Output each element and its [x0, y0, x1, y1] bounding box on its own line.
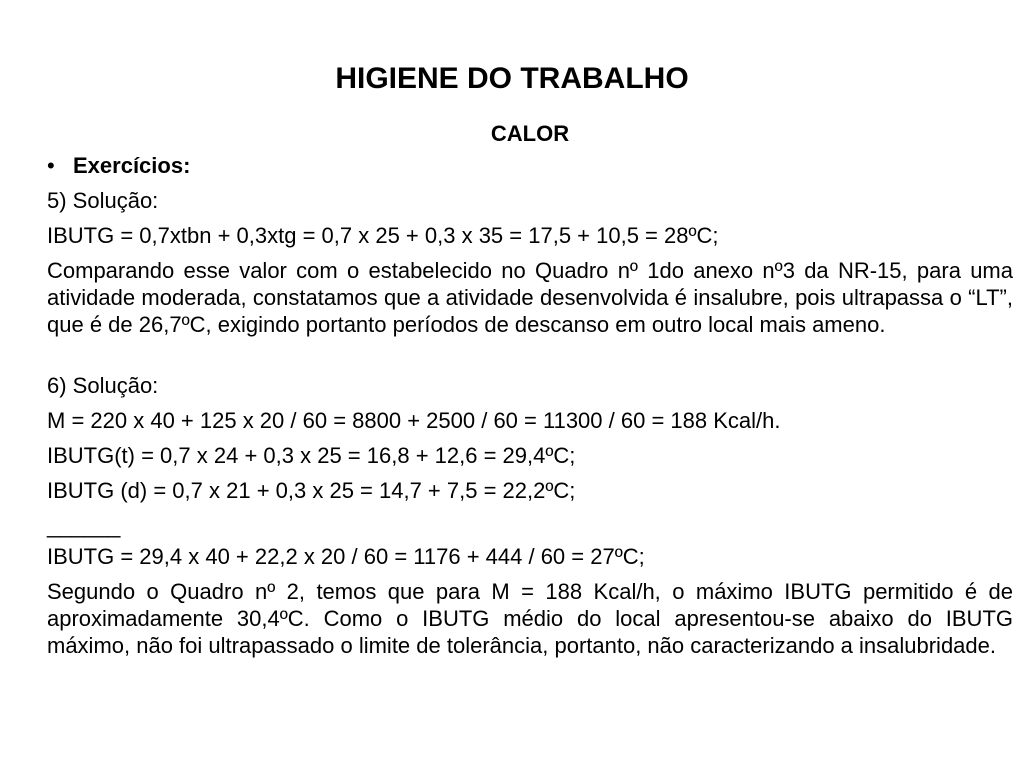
exercise-6-ibutg-mean: IBUTG = 29,4 x 40 + 22,2 x 20 / 60 = 1176 + 444 / 60 = 27ºC; [47, 544, 645, 569]
slide-content [47, 152, 1013, 667]
exercise-5-paragraph: Comparando esse valor com o estabelecido no Quadro nº 1do anexo nº3 da NR-15, para uma atividade moderada, constatamos que a atividade desenvolvida é insalubre, pois ultrapassa o “LT”, que é de 26,7ºC, exigindo portanto períodos de descanso em outro local mais ameno. [47, 258, 1013, 337]
page-subtitle: CALOR [490, 121, 570, 146]
page-title: HIGIENE DO TRABALHO [335, 62, 689, 95]
bullet-label: Exercícios: [73, 153, 191, 178]
exercise-5-heading: 5) Solução: [47, 188, 159, 213]
exercise-6-ibutg-t: IBUTG(t) = 0,7 x 24 + 0,3 x 25 = 16,8 + 12,6 = 29,4ºC; [47, 443, 576, 468]
bullet-icon: • [47, 153, 55, 178]
exercise-6-metabolic-rate: M = 220 x 40 + 125 x 20 / 60 = 8800 + 2500 / 60 = 11300 / 60 = 188 Kcal/h. [47, 408, 781, 433]
bullet-item-exercises [47, 152, 1013, 179]
exercise-6-ibutg-d: IBUTG (d) = 0,7 x 21 + 0,3 x 25 = 14,7 + 7,5 = 22,2ºC; [47, 478, 576, 503]
exercise-5-formula: IBUTG = 0,7xtbn + 0,3xtg = 0,7 x 25 + 0,3 x 35 = 17,5 + 10,5 = 28ºC; [47, 223, 719, 248]
exercise-6-rule: ______ [47, 513, 121, 538]
section-spacer [47, 346, 1013, 372]
exercise-6-paragraph: Segundo o Quadro nº 2, temos que para M = 188 Kcal/h, o máximo IBUTG permitido é de aproximadamente 30,4ºC. Como o IBUTG médio do local apresentou-se abaixo do IBUTG máximo, não foi ultrapassado o limite de tolerância, portanto, não caracterizando a insalubridade. [47, 579, 1013, 658]
exercise-6-heading: 6) Solução: [47, 373, 159, 398]
